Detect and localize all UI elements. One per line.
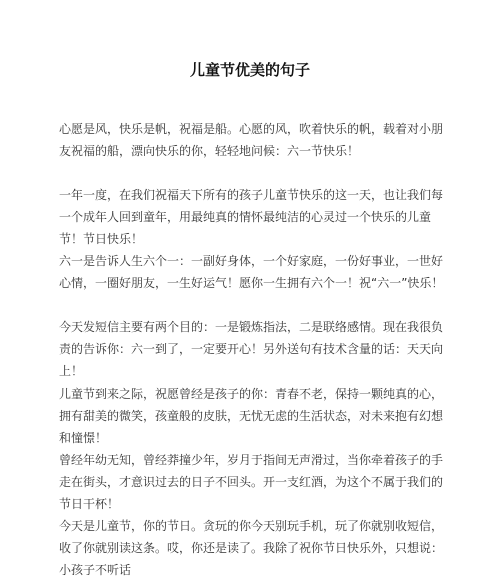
paragraph-7: 今天是儿童节，你的节日。贪玩的你今天别玩手机，玩了你就别收短信，收了你就别读这条。哎，你还是读了。我除了祝你节日快乐外，只想说：小孩子不听话 <box>59 519 444 577</box>
paragraph-4: 今天发短信主要有两个目的：一是锻炼指法，二是联络感情。现在我很负责的告诉你：六一到了，一定要开心！另外送句有技术含量的话：天天向上！ <box>59 320 444 378</box>
paragraph-6: 曾经年幼无知，曾经莽撞少年，岁月于指间无声滑过，当你牵着孩子的手走在街头，才意识过去的日子不回头。开一支红酒，为这个不属于我们的节日干杯！ <box>59 453 444 511</box>
paragraph-2: 一年一度，在我们祝福天下所有的孩子儿童节快乐的这一天，也让我们每一个成年人回到童年，用最纯真的情怀最纯洁的心灵过一个快乐的儿童节！节日快乐！ <box>59 188 444 246</box>
paragraph-5: 儿童节到来之际，祝愿曾经是孩子的你：青春不老，保持一颗纯真的心，拥有甜美的微笑，孩童般的皮肤，无忧无虑的生活状态，对未来抱有幻想和憧憬！ <box>59 387 444 445</box>
paragraph-1: 心愿是风，快乐是帆，祝福是船。心愿的风，吹着快乐的帆，载着对小朋友祝福的船，漂向快乐的你，轻轻地问候：六一节快乐！ <box>59 122 444 158</box>
document-title: 儿童节优美的句子 <box>189 61 310 79</box>
paragraph-3: 六一是告诉人生六个一：一副好身体，一个好家庭，一份好事业，一世好心情，一圈好朋友，一生好运气！愿你一生拥有六个一！祝“六一”快乐！ <box>59 254 444 290</box>
